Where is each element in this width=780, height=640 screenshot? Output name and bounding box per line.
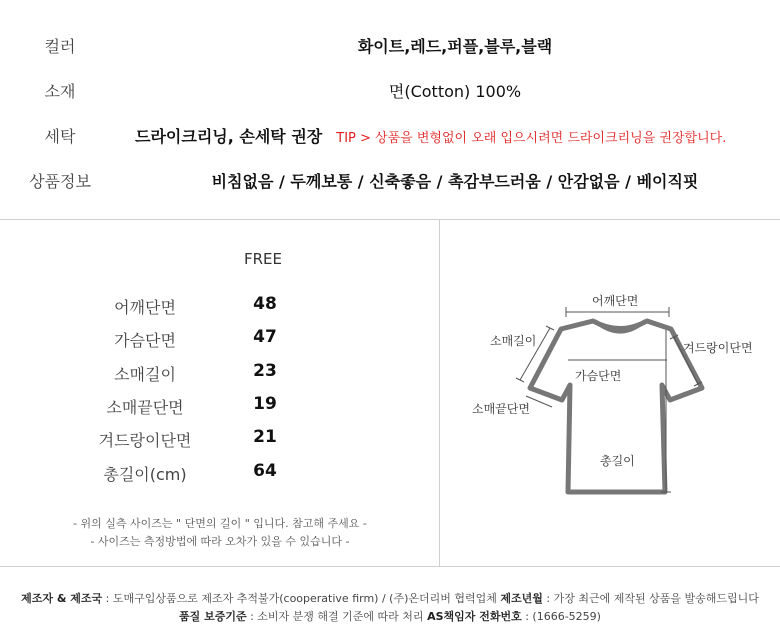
wash-group [135, 124, 726, 147]
diagram-shoulder-label: 어깨단면 [592, 294, 639, 308]
info-row-color [0, 24, 780, 68]
size-note-1: - 위의 실측 사이즈는 " 단면의 길이 " 입니다. 참고해 주세요 - [73, 517, 367, 530]
footer-line-2 [0, 608, 780, 624]
tshirt-diagram [440, 220, 780, 566]
size-row-sleeve [60, 358, 300, 388]
size-value: 19 [253, 394, 277, 414]
diagram-chest-label: 가슴단면 [575, 369, 622, 383]
size-row-sleeve-end [60, 391, 300, 421]
quality-label: 품질 보증기준 [179, 610, 247, 623]
info-row-material [0, 69, 780, 113]
size-name: 소매길이 [114, 365, 176, 384]
size-row-armpit [60, 424, 300, 454]
material-label: 소재 [44, 82, 76, 101]
size-value: 47 [253, 327, 277, 347]
maker-value: : 도매구입상품으로 제조자 추적불가(cooperative firm) / (주)온더리버 협력업체 [102, 592, 501, 605]
info-row-wash [0, 114, 780, 158]
size-header: FREE [244, 250, 283, 268]
size-value: 64 [253, 461, 277, 481]
color-label: 컬러 [44, 37, 76, 56]
size-row-shoulder [60, 291, 300, 321]
diagram-length-label: 총길이 [600, 454, 635, 468]
size-value: 23 [253, 361, 277, 381]
size-value: 48 [253, 294, 277, 314]
size-name: 가슴단면 [114, 331, 176, 350]
color-value: 화이트,레드,퍼플,블루,블랙 [357, 37, 553, 56]
maker-label: 제조자 & 제조국 [21, 592, 103, 605]
size-name: 어깨단면 [114, 298, 176, 317]
diagram-armpit-label: 겨드랑이단면 [683, 341, 753, 355]
size-name: 소매끝단면 [106, 398, 184, 417]
as-label: AS책임자 전화번호 [427, 610, 522, 623]
as-value: : (1666-5259) [521, 610, 601, 623]
size-name: 겨드랑이단면 [98, 431, 192, 450]
product-value: 비침없음 / 두께보통 / 신축좋음 / 촉감부드러움 / 안감없음 / 베이직핏 [211, 172, 699, 191]
diagram-sleeve-end-label: 소매끝단면 [472, 402, 530, 416]
product-label: 상품정보 [29, 172, 91, 191]
footer-line-1 [0, 590, 780, 606]
wash-value: 드라이크리닝, 손세탁 권장 [135, 127, 323, 146]
divider-bottom [0, 566, 780, 567]
size-note-2: - 사이즈는 측정방법에 따라 오차가 있을 수 있습니다 - [90, 535, 350, 548]
quality-value: : 소비자 분쟁 해결 기준에 따라 처리 [246, 610, 428, 623]
size-value: 21 [253, 427, 277, 447]
size-name: 총길이(cm) [103, 465, 187, 484]
tshirt-illustration [440, 220, 780, 566]
diagram-sleeve-label: 소매길이 [490, 334, 537, 348]
info-row-product [0, 159, 780, 203]
date-value: : 가장 최근에 제작된 상품을 발송해드립니다 [542, 592, 759, 605]
size-row-length [60, 458, 300, 488]
size-row-chest [60, 324, 300, 354]
material-value: 면(Cotton) 100% [388, 82, 522, 101]
date-label: 제조년월 [500, 592, 543, 605]
wash-tip: TIP > 상품을 변형없이 오래 입으시려면 드라이크리닝을 권장합니다. [336, 131, 727, 146]
wash-label: 세탁 [44, 127, 76, 146]
